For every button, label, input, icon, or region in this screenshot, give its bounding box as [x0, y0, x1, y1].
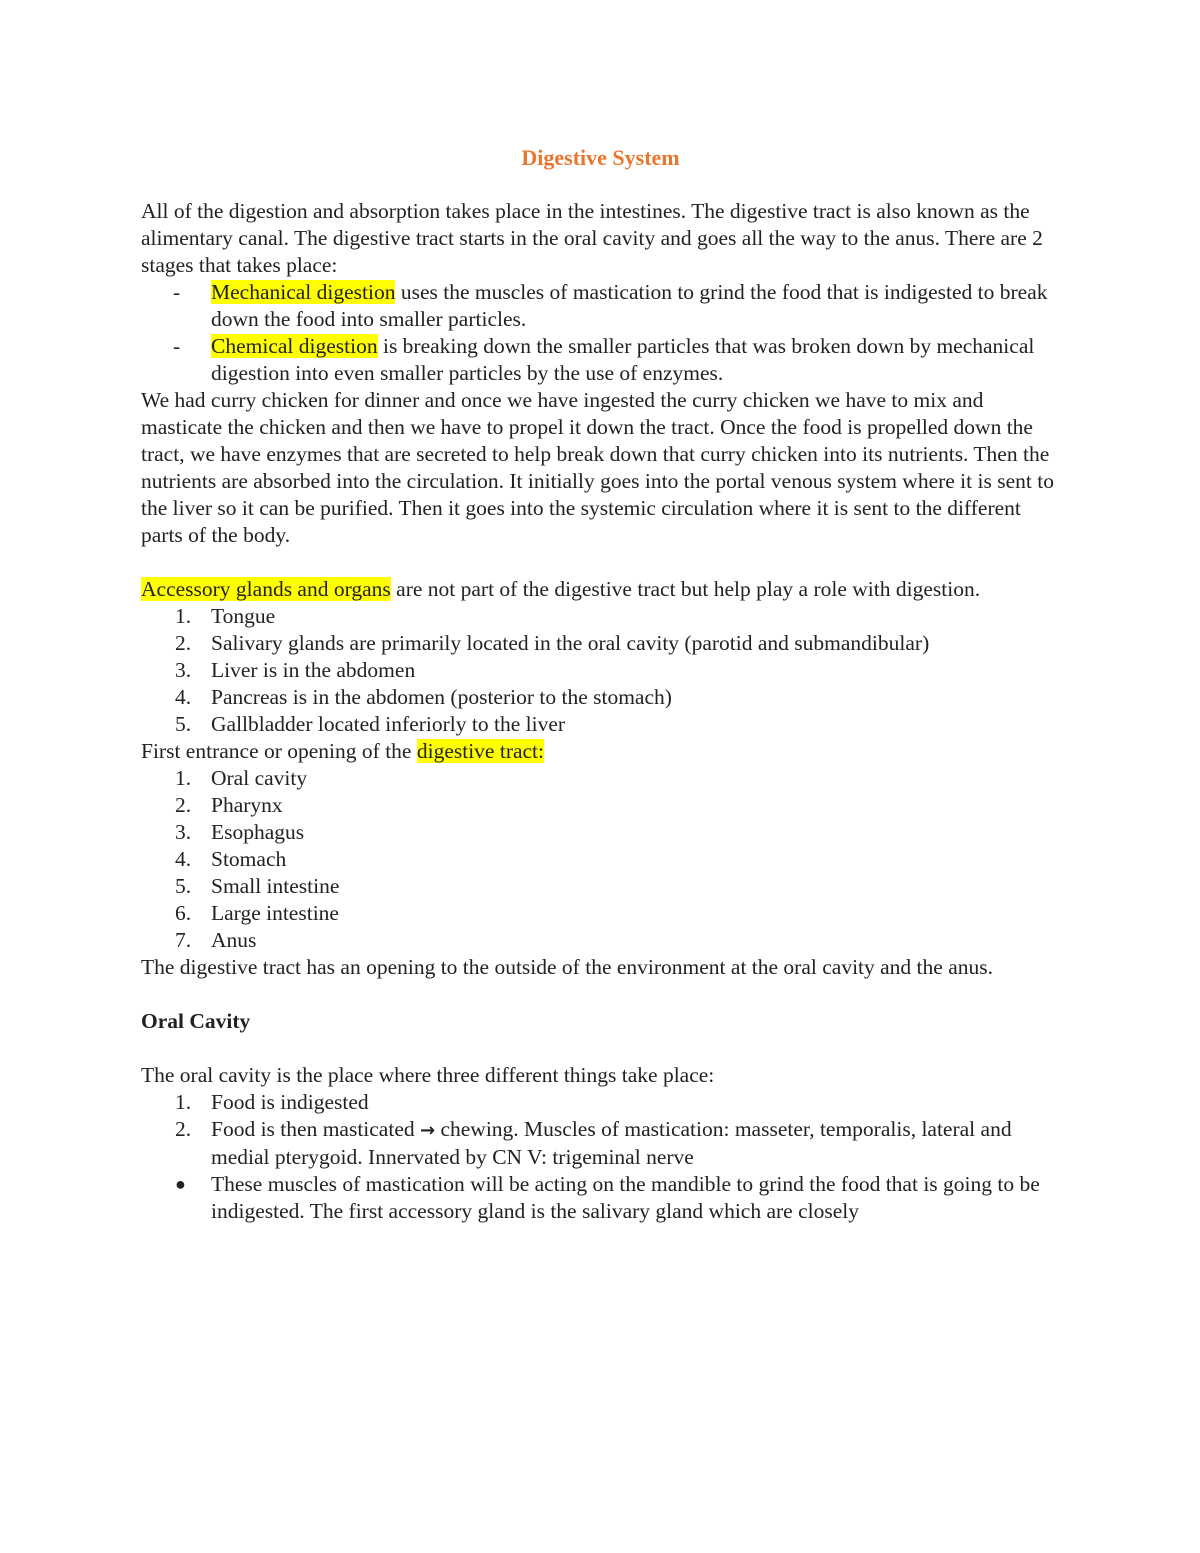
highlighted-term: Mechanical digestion — [211, 280, 396, 304]
digestion-stages-list — [141, 279, 1060, 387]
list-item — [141, 792, 1060, 819]
bullet-icon: ● — [175, 1174, 186, 1194]
list-number: 1. — [175, 766, 192, 790]
list-item-text: Stomach — [211, 847, 287, 871]
list-item — [141, 873, 1060, 900]
list-item-text: chewing. Muscles of mastication: masseter, temporalis, lateral and medial pterygoid. Innervated by CN V: trigeminal nerve — [211, 1117, 1012, 1169]
list-item-text: uses the muscles of mastication to grind the food that is indigested to break down the food into smaller particles. — [211, 280, 1048, 331]
highlighted-term: Accessory glands and organs — [141, 577, 391, 601]
list-number: 1. — [175, 1090, 192, 1114]
accessory-organs-list — [141, 603, 1060, 738]
list-item-text: Oral cavity — [211, 766, 308, 790]
paragraph-text: First entrance or opening of the — [141, 739, 417, 763]
mastication-bullet-list — [141, 1171, 1060, 1225]
list-item — [141, 684, 1060, 711]
list-number: 6. — [175, 901, 192, 925]
list-number: 4. — [175, 685, 192, 709]
list-item-text: Liver is in the abdomen — [211, 658, 416, 682]
list-item-text: Food is then masticated — [211, 1117, 420, 1141]
highlighted-term: digestive tract: — [416, 739, 545, 763]
list-item — [141, 846, 1060, 873]
oral-cavity-lead: The oral cavity is the place where three different things take place: — [141, 1063, 715, 1087]
list-item — [141, 630, 1060, 657]
list-item-text: Gallbladder located inferiorly to the liver — [211, 712, 566, 736]
list-item — [141, 1089, 1060, 1116]
list-number: 2. — [175, 631, 192, 655]
list-item — [141, 279, 1060, 333]
list-item-text: is breaking down the smaller particles that was broken down by mechanical digestion into even smaller particles by the use of enzymes. — [211, 334, 1035, 385]
list-item — [141, 819, 1060, 846]
oral-cavity-list — [141, 1089, 1060, 1171]
list-item — [141, 657, 1060, 684]
document-title: Digestive System — [521, 145, 680, 170]
opening-paragraph: The digestive tract has an opening to the outside of the environment at the oral cavity and the anus. — [141, 955, 993, 979]
list-item — [141, 927, 1060, 954]
list-number: 1. — [175, 604, 192, 628]
highlighted-term: Chemical digestion — [211, 334, 378, 358]
list-item-text: Esophagus — [211, 820, 305, 844]
list-item-text: Anus — [211, 928, 257, 952]
accessory-paragraph — [141, 576, 1060, 603]
list-item-text: Salivary glands are primarily located in the oral cavity (parotid and submandibular) — [211, 631, 930, 655]
list-item-text: Pancreas is in the abdomen (posterior to the stomach) — [211, 685, 672, 709]
digestive-tract-list — [141, 765, 1060, 954]
list-item-text: Food is indigested — [211, 1090, 369, 1114]
intro-paragraph: All of the digestion and absorption takes place in the intestines. The digestive tract is also known as the alimentary canal. The digestive tract starts in the oral cavity and goes all the way to the anus. There are 2 stages that takes place: — [141, 199, 1043, 277]
list-item — [141, 900, 1060, 927]
list-item-text: Tongue — [211, 604, 276, 628]
list-item-text: Large intestine — [211, 901, 339, 925]
list-item — [141, 711, 1060, 738]
dash-marker: - — [173, 334, 181, 358]
list-number: 5. — [175, 712, 192, 736]
list-item-text: Pharynx — [211, 793, 283, 817]
list-number: 3. — [175, 820, 192, 844]
list-item — [141, 1116, 1060, 1171]
list-item — [141, 333, 1060, 387]
list-number: 2. — [175, 1117, 192, 1141]
list-item — [141, 765, 1060, 792]
section-heading-oral-cavity: Oral Cavity — [141, 1009, 251, 1033]
list-item — [141, 603, 1060, 630]
tract-lead-paragraph — [141, 738, 1060, 765]
curry-chicken-paragraph: We had curry chicken for dinner and once we have ingested the curry chicken we have to mix and masticate the chicken and then we have to propel it down the tract. Once the food is propelled down the tract, we have enzymes that are secreted to help break down that curry chicken into its nutrients. Then the nutrients are absorbed into the circulation. It initially goes into the portal venous system where it is sent to the liver so it can be purified. Then it goes into the systemic circulation where it is sent to the different parts of the body. — [141, 388, 1054, 547]
list-number: 3. — [175, 658, 192, 682]
list-item-text: Small intestine — [211, 874, 340, 898]
paragraph-text: are not part of the digestive tract but help play a role with digestion. — [390, 577, 981, 601]
list-number: 7. — [175, 928, 192, 952]
dash-marker: - — [173, 280, 181, 304]
list-number: 2. — [175, 793, 192, 817]
list-item — [141, 1171, 1060, 1225]
list-number: 5. — [175, 874, 192, 898]
list-item-text: These muscles of mastication will be acting on the mandible to grind the food that is going to be indigested. The first accessory gland is the salivary gland which are closely — [211, 1172, 1040, 1223]
right-arrow-icon: → — [420, 1120, 436, 1141]
list-number: 4. — [175, 847, 192, 871]
